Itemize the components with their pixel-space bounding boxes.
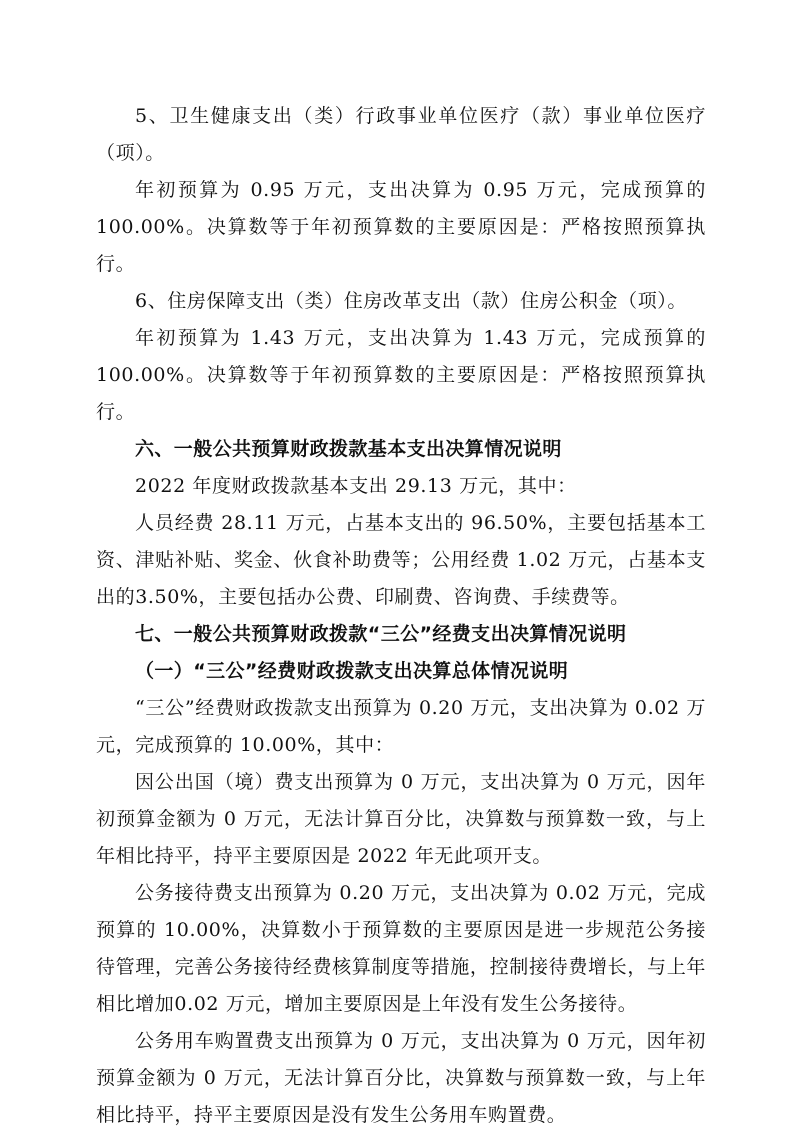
paragraph-overseas-travel: 因公出国（境）费支出预算为 0 万元，支出决算为 0 万元，因年初预算金额为 0 万元，无法计算百分比，决算数与预算数一致，与上年相比持平，持平主要原因是 2022 年无此项开支。 — [96, 771, 706, 867]
paragraph-official-reception: 公务接待费支出预算为 0.20 万元，支出决算为 0.02 万元，完成预算的 10.00%，决算数小于预算数的主要原因是进一步规范公务接待管理，完善公务接待经费核算制度等措施，控制接待费增长，与上年相比增加0.02 万元，增加主要原因是上年没有发生公务接待。 — [96, 882, 706, 1015]
paragraph-item-6-detail: 年初预算为 1.43 万元，支出决算为 1.43 万元，完成预算的100.00%。决算数等于年初预算数的主要原因是：严格按照预算执行。 — [96, 327, 706, 423]
section-heading-7: 七、一般公共预算财政拨款“三公”经费支出决算情况说明 — [135, 623, 627, 645]
paragraph-item-5-title: 5、卫生健康支出（类）行政事业单位医疗（款）事业单位医疗（项）。 — [96, 105, 706, 164]
paragraph-vehicle-purchase: 公务用车购置费支出预算为 0 万元，支出决算为 0 万元，因年初预算金额为 0 万元，无法计算百分比，决算数与预算数一致，与上年相比持平，持平主要原因是没有发生公务用车购置费。 — [96, 1030, 706, 1126]
document-body — [96, 98, 706, 1134]
paragraph-item-6-title: 6、住房保障支出（类）住房改革支出（款）住房公积金（项）。 — [135, 290, 687, 312]
section-heading-6: 六、一般公共预算财政拨款基本支出决算情况说明 — [135, 438, 562, 460]
subsection-heading-7-1: （一）“三公”经费财政拨款支出决算总体情况说明 — [135, 660, 569, 682]
paragraph-basic-expenditure: 2022 年度财政拨款基本支出 29.13 万元，其中： — [135, 475, 577, 497]
paragraph-item-5-detail: 年初预算为 0.95 万元，支出决算为 0.95 万元，完成预算的100.00%。决算数等于年初预算数的主要原因是：严格按照预算执行。 — [96, 179, 706, 275]
paragraph-three-public-overview: “三公”经费财政拨款支出预算为 0.20 万元，支出决算为 0.02 万元，完成预算的 10.00%，其中： — [96, 697, 706, 756]
paragraph-personnel-expenses: 人员经费 28.11 万元，占基本支出的 96.50%，主要包括基本工资、津贴补贴、奖金、伙食补助费等；公用经费 1.02 万元，占基本支出的3.50%，主要包括办公费、印刷费、咨询费、手续费等。 — [96, 512, 706, 608]
